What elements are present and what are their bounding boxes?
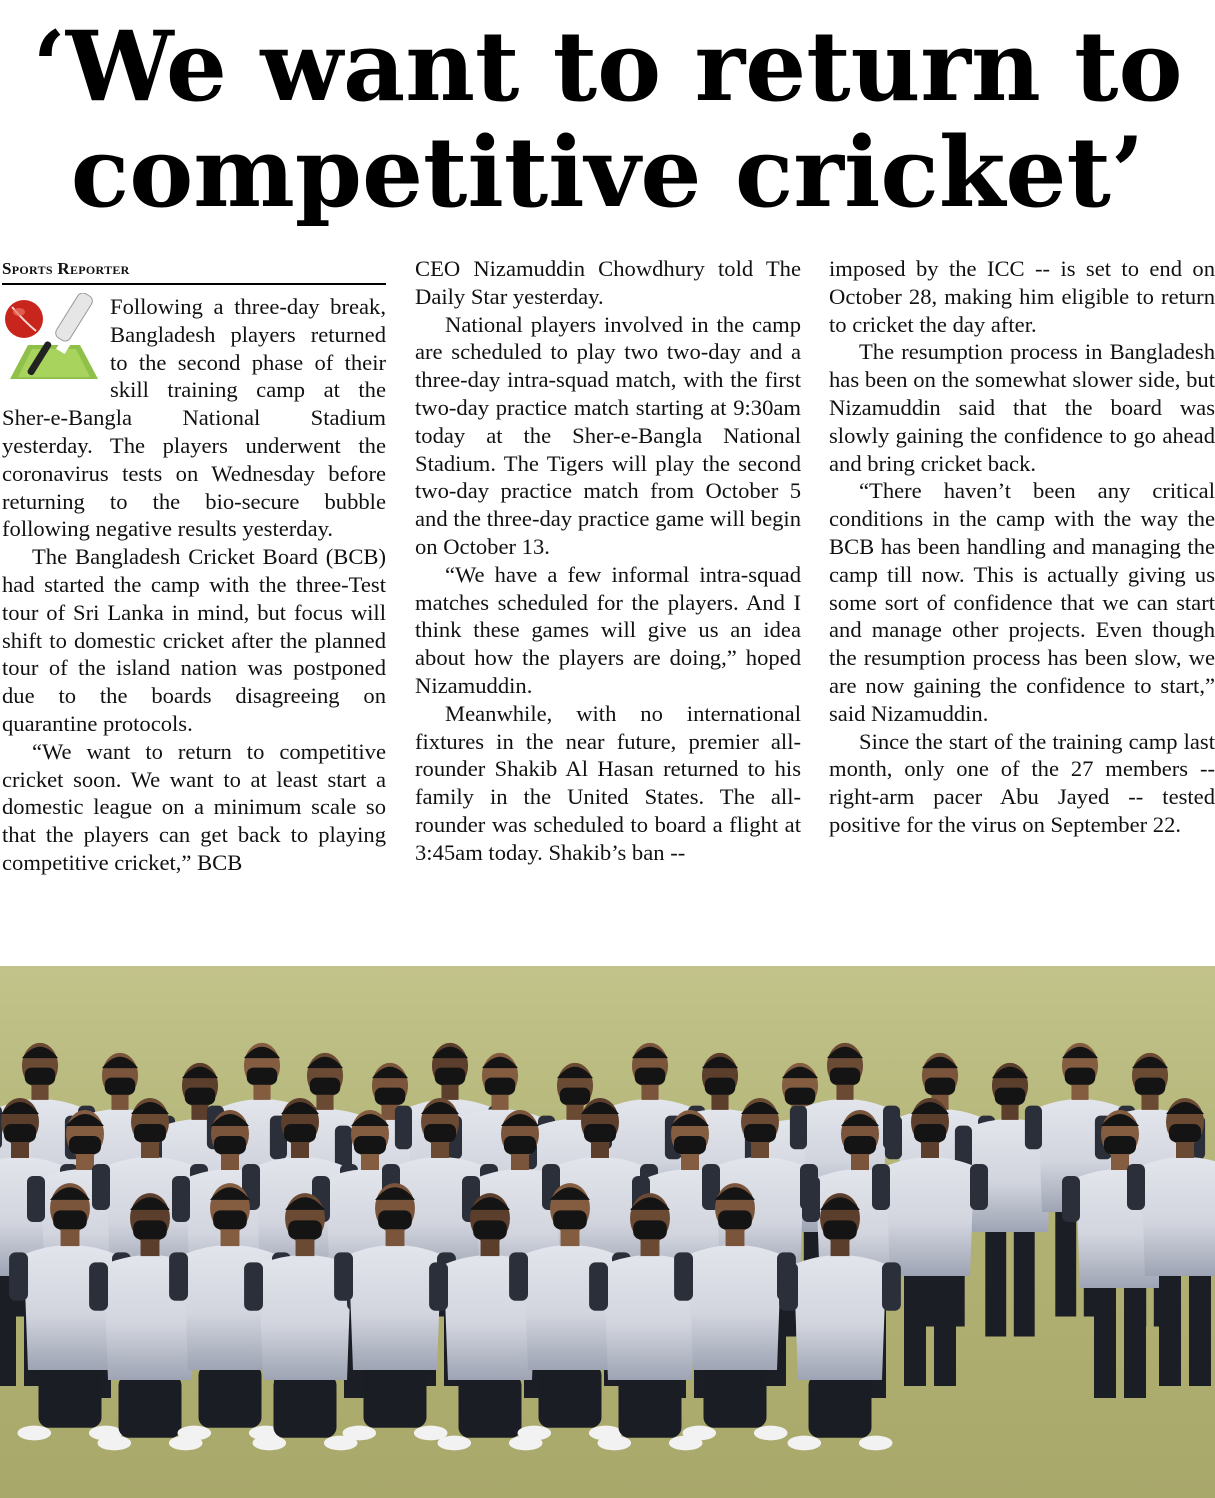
cricket-ball-bat-icon (2, 293, 104, 387)
col3-paragraph-4: Since the start of the training camp last month, only one of the 27 members -- right-arm pacer Abu Jayed -- tested positive for the virus on September 22. (829, 728, 1215, 837)
col1-paragraph-3: “We want to return to competitive cricket soon. We want to at least start a domestic league on a minimum scale so that the players can get back to playing competitive cricket,” BCB (2, 738, 386, 875)
col2-paragraph-1: CEO Nizamuddin Chowdhury told The Daily Star yesterday. (415, 256, 801, 309)
article-column-1 (2, 255, 386, 877)
col1-paragraph-1: Following a three-day break, Bangladesh players returned to the second phase of their skill training camp at the Sher-e-Bangla National Stadium yesterday. The players underwent the coronavirus tests on Wednesday before returning to the bio-secure bubble following negative results yesterday. (2, 294, 386, 542)
col2-paragraph-2: National players involved in the camp are scheduled to play two two-day and a three-day intra-squad match, with the first two-day practice match starting at 9:30am today at the Sher-e-Bangla National Stadium. The Tigers will play the second two-day practice match from October 5 and the three-day practice game will begin on October 13. (415, 311, 801, 559)
col2-paragraph-4: Meanwhile, with no international fixtures in the near future, premier all-rounder Shakib Al Hasan returned to his family in the United States. The all-rounder was scheduled to board a flight at 3:45am today. Shakib’s ban -- (415, 700, 801, 865)
team-photo-illustration (0, 966, 1215, 1498)
col3-paragraph-2: The resumption process in Bangladesh has been on the somewhat slower side, but Nizamuddin said that the board was slowly gaining the confidence to go ahead and bring cricket back. (829, 339, 1215, 476)
headline-line-1: ‘We want to return to (32, 10, 1183, 123)
col2-paragraph-3: “We have a few informal intra-squad matches scheduled for the players. And I think these games will give us an idea about how the players are doing,” hoped Nizamuddin. (415, 561, 801, 698)
article-column-2 (415, 255, 801, 867)
headline-line-2: competitive cricket’ (70, 116, 1145, 229)
team-photo (0, 966, 1215, 1498)
col3-paragraph-3: “There haven’t been any critical conditions in the camp with the way the BCB has been handling and managing the camp till now. This is actually giving us some sort of confidence that we can start and manage other projects. Even though the resumption process has been slow, we are now gaining the confidence to start,” said Nizamuddin. (829, 478, 1215, 726)
headline (0, 10, 1215, 229)
col3-paragraph-1: imposed by the ICC -- is set to end on October 28, making him eligible to return to cricket the day after. (829, 256, 1215, 337)
byline: Sports Reporter (2, 255, 386, 285)
col1-paragraph-2: The Bangladesh Cricket Board (BCB) had started the camp with the three-Test tour of Sri Lanka in mind, but focus will shift to domestic cricket after the planned tour of the island nation was postponed due to the boards disagreeing on quarantine protocols. (2, 544, 386, 736)
article-column-3 (829, 255, 1215, 839)
